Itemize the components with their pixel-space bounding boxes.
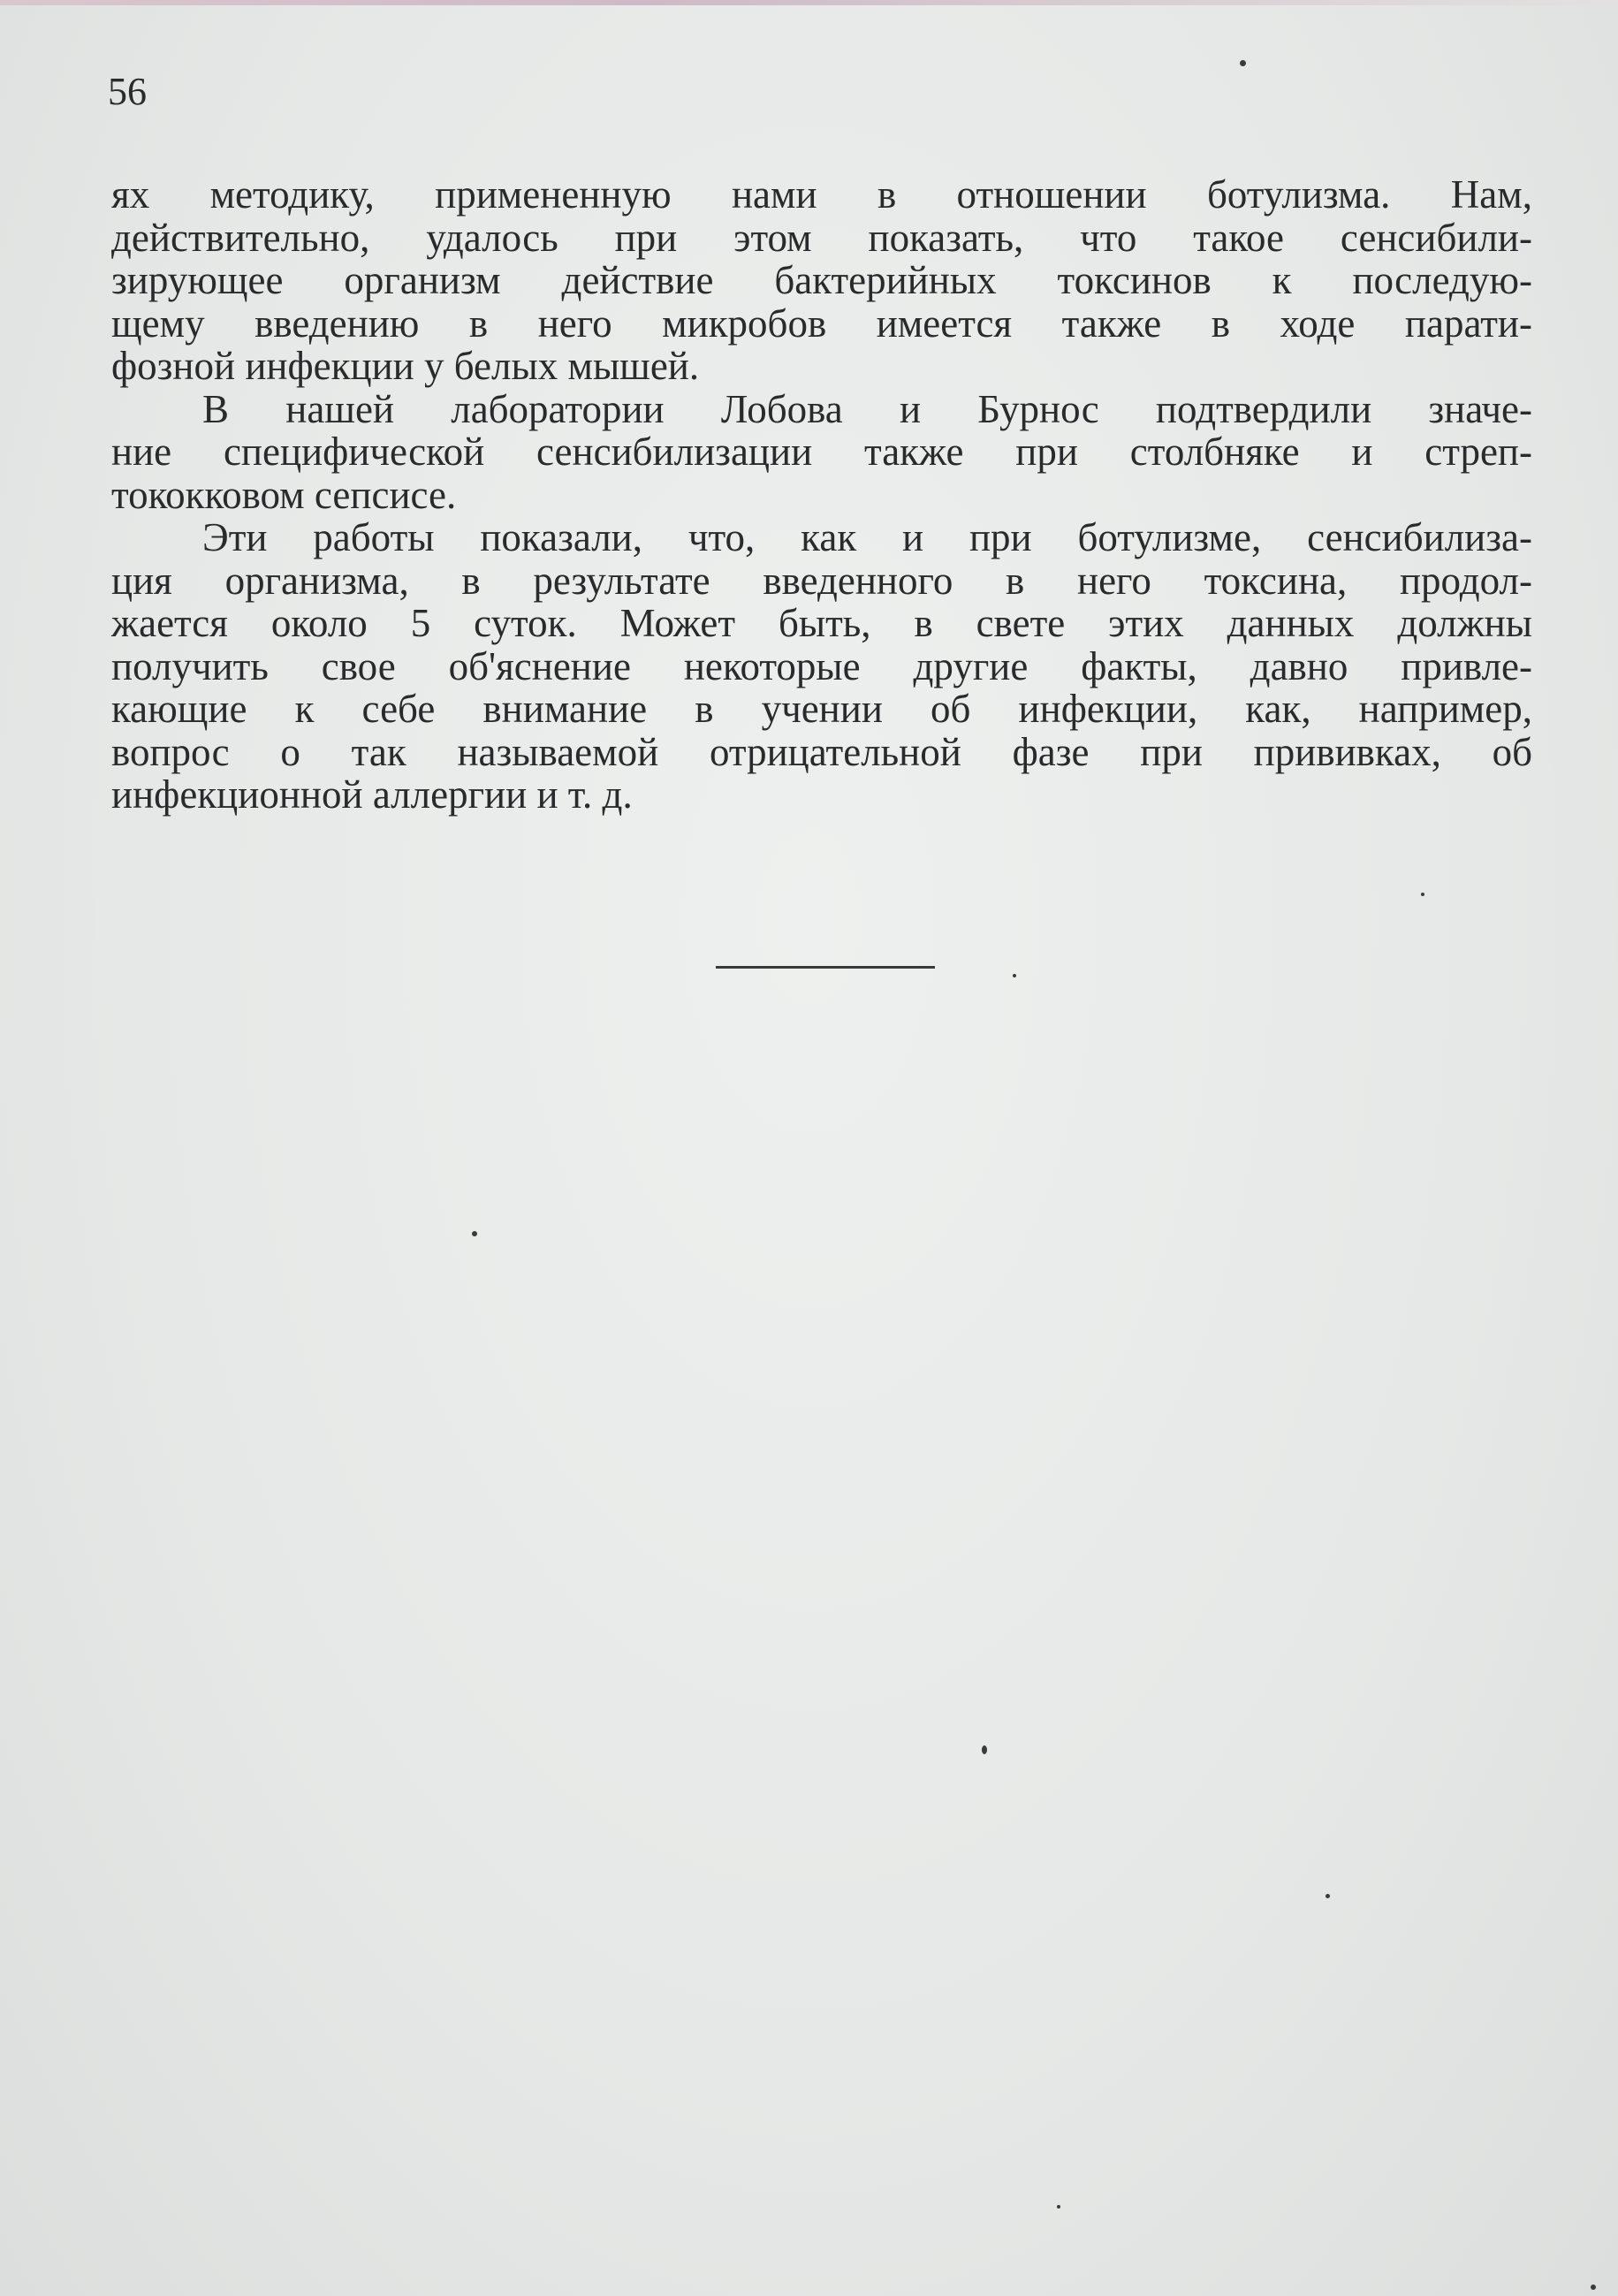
text-line: щему введению в него микробов имеется также в ходе парати-: [111, 300, 1532, 346]
text-line: ние специфической сенсибилизации также при столбняке и стреп-: [111, 430, 1532, 474]
text-line: инфекционной аллергии и т. д.: [111, 772, 633, 817]
paper-speck: [472, 1231, 477, 1236]
paragraph-1: [111, 173, 1532, 388]
text-line: В нашей лаборатории Лобова и Бурнос подтвердили значе-: [202, 386, 1532, 431]
paragraph-2: [111, 388, 1532, 517]
body-text: [111, 173, 1532, 817]
text-line: ция организма, в результате введенного в него токсина, продол-: [111, 558, 1532, 603]
paper-speck: [1240, 60, 1246, 66]
section-end-rule: [716, 966, 935, 969]
page-top-edge: [0, 0, 1618, 5]
text-line: тококковом сепсисе.: [111, 472, 457, 517]
text-line: вопрос о так называемой отрицательной фазе при прививках, об: [111, 729, 1532, 774]
paper-speck: [1013, 974, 1016, 977]
text-line: получить свое об'яснение некоторые другие факты, давно привле-: [111, 643, 1532, 688]
text-line: действительно, удалось при этом показать, что такое сенсибили-: [111, 215, 1532, 260]
paper-speck: [1057, 2205, 1060, 2209]
page-number: 56: [108, 70, 147, 113]
paper-speck: [1421, 893, 1424, 896]
paper-speck: [1591, 2285, 1596, 2290]
text-line: ях методику, примененную нами в отношении ботулизма. Нам,: [111, 172, 1532, 217]
text-line: жается около 5 суток. Может быть, в свете этих данных должны: [111, 601, 1532, 645]
text-line: фозной инфекции у белых мышей.: [111, 344, 700, 388]
text-line: кающие к себе внимание в учении об инфекции, как, например,: [111, 687, 1532, 731]
paper-speck: [982, 1745, 987, 1754]
text-line: Эти работы показали, что, как и при ботулизме, сенсибилиза-: [202, 515, 1532, 559]
text-line: зирующее организм действие бактерийных токсинов к последую-: [111, 258, 1532, 302]
paper-speck: [1326, 1894, 1330, 1898]
paragraph-3: [111, 516, 1532, 817]
